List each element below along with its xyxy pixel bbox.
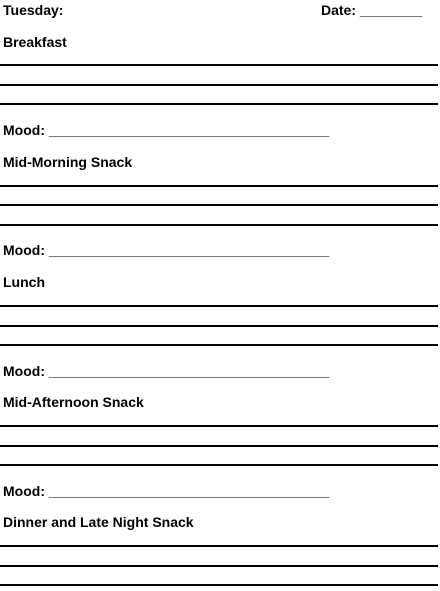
section-title-mid-morning-snack: Mid-Morning Snack (3, 154, 133, 170)
writing-line[interactable] (0, 545, 438, 547)
writing-line[interactable] (0, 64, 438, 66)
writing-line[interactable] (0, 464, 438, 466)
writing-line[interactable] (0, 305, 438, 307)
writing-line[interactable] (0, 584, 438, 586)
writing-line[interactable] (0, 103, 438, 105)
mood-field-lunch[interactable]: Mood: ____________________________________ (3, 363, 330, 379)
section-title-breakfast: Breakfast (3, 34, 67, 50)
mood-field-mid-afternoon-snack[interactable]: Mood: ____________________________________ (3, 483, 330, 499)
writing-line[interactable] (0, 325, 438, 327)
writing-line[interactable] (0, 565, 438, 567)
writing-line[interactable] (0, 224, 438, 226)
writing-line[interactable] (0, 84, 438, 86)
mood-field-breakfast[interactable]: Mood: ____________________________________ (3, 122, 330, 138)
writing-line[interactable] (0, 344, 438, 346)
section-title-mid-afternoon-snack: Mid-Afternoon Snack (3, 394, 144, 410)
day-label: Tuesday: (3, 2, 64, 18)
writing-line[interactable] (0, 425, 438, 427)
date-field[interactable]: Date: ________ (321, 2, 423, 18)
writing-line[interactable] (0, 204, 438, 206)
writing-line[interactable] (0, 445, 438, 447)
section-title-dinner-late-night-snack: Dinner and Late Night Snack (3, 514, 194, 530)
section-title-lunch: Lunch (3, 274, 45, 290)
mood-field-mid-morning-snack[interactable]: Mood: ____________________________________ (3, 242, 330, 258)
writing-line[interactable] (0, 185, 438, 187)
